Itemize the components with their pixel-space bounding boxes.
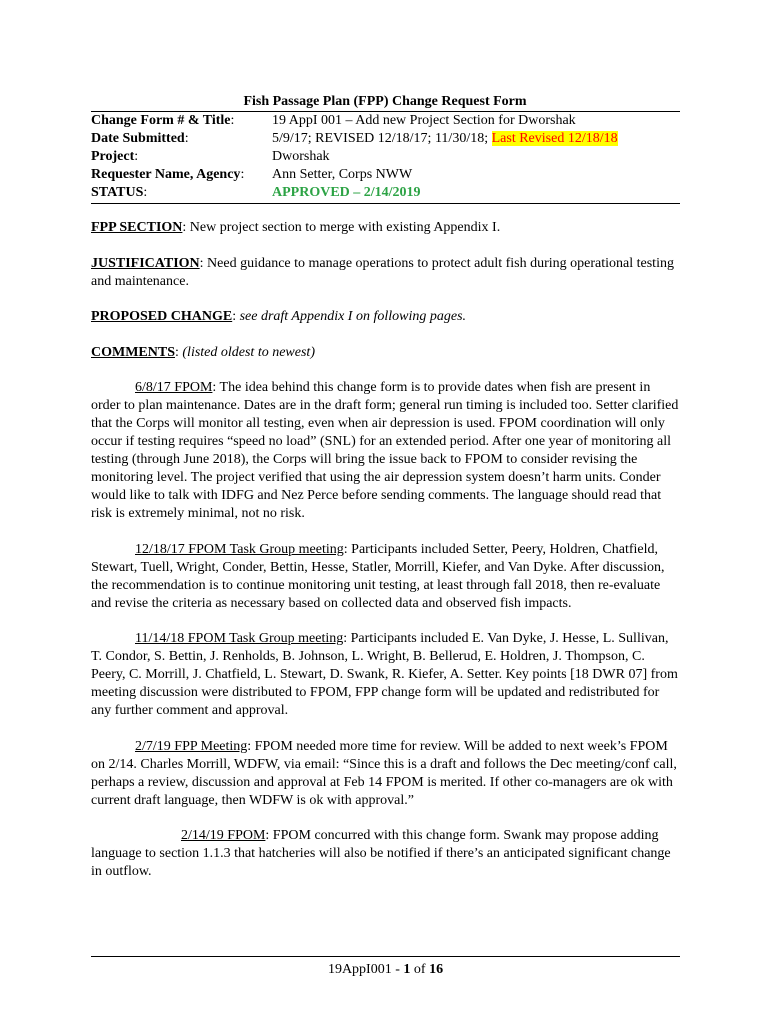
project-label: Project — [91, 149, 135, 164]
change-form-label: Change Form # & Title — [91, 113, 231, 128]
date-submitted-label: Date Submitted — [91, 131, 185, 146]
comment-text: : FPOM concurred with this change form. Swank may propose adding language to section 1.1.3 that hatcheries will also be notified if there’s an anticipated significant change in outflow. — [91, 828, 671, 879]
comment-text: : FPOM needed more time for review. Will be added to next week’s FPOM on 2/14. Charles Morrill, WDFW, via email: “Since this is a draft and follows the Dec meeting/conf call, perhaps a review, discussion and approval at Feb 14 FPOM is merited. If other co-managers are ok with current draft language, then WDFW is ok with approval.” — [91, 738, 677, 808]
fpp-section-paragraph — [91, 219, 680, 237]
change-form-value: 19 AppI 001 – Add new Project Section for Dworshak — [272, 113, 576, 128]
fpp-section-text: : New project section to merge with existing Appendix I. — [182, 220, 501, 235]
status-badge: APPROVED – 2/14/2019 — [272, 185, 421, 200]
comment-item — [91, 827, 680, 881]
form-title: Fish Passage Plan (FPP) Change Request Form — [243, 94, 527, 109]
comment-text: : The idea behind this change form is to provide dates when fish are present in order to plan maintenance. Dates are in the draft form; general run timing is included too. Setter clarified that the Corps will monitor all testing, even when air depression is used. FPOM coordination will only occur if testing requires “speed no load” (SNL) for an extended period. After one year of monitoring all testing (through June 2018), the Corps will bring the issue back to FPOM to consider revising the monitoring level. The project verified that using the air depression system doesn’t harm units. Conder would like to talk with IDFG and Nez Perce before sending comments. The language should read that risk is extremely minimal, not no risk. — [91, 380, 679, 521]
footer-doc-id: 19AppI001 — [327, 962, 392, 977]
page-footer: 19AppI001 - 1 of 16 — [327, 962, 444, 977]
comments-heading: COMMENTS — [91, 344, 175, 360]
requester-row: Requester Name, Agency: Ann Setter, Corps NWW — [91, 166, 680, 184]
metadata-rule — [91, 203, 680, 204]
justification-text: : Need guidance to manage operations to protect adult fish during operational testing and maintenance. — [91, 255, 674, 289]
footer-page-total: 16 — [429, 962, 444, 977]
status-row: STATUS: APPROVED – 2/14/2019 — [91, 184, 680, 202]
comment-text: : Participants included E. Van Dyke, J. Hesse, L. Sullivan, T. Condor, S. Bettin, J. Renholds, B. Johnson, L. Wright, B. Bellerud, E. Holdren, J. Thompson, C. Peery, C. Morrill, J. Chatfield, L. Stewart, D. Swank, R. Kiefer, A. Setter. Key points [18 DWR 07] from meeting discussion were distributed to FPOM, FPP change form will be updated and redistributed for any further comment and approval. — [91, 631, 678, 718]
date-submitted-value: 5/9/17; REVISED 12/18/17; 11/30/18; — [272, 131, 492, 146]
comment-heading: 12/18/17 FPOM Task Group meeting — [135, 541, 344, 557]
proposed-change-text: see draft Appendix I on following pages. — [239, 309, 467, 324]
date-submitted-row: Date Submitted: 5/9/17; REVISED 12/18/17; 11/30/18; Last Revised 12/18/18 — [91, 131, 618, 146]
comments-paragraph: COMMENTS: (listed oldest to newest) — [91, 344, 315, 360]
justification-heading: JUSTIFICATION — [91, 255, 200, 271]
comment-item — [91, 630, 680, 720]
footer-page-number: 1 — [403, 962, 411, 977]
comment-heading: 2/7/19 FPP Meeting — [135, 738, 248, 754]
form-metadata — [91, 112, 680, 202]
comment-item — [91, 379, 680, 523]
comment-heading: 2/14/19 FPOM — [181, 828, 266, 843]
document-body — [91, 219, 680, 899]
justification-paragraph — [91, 255, 680, 291]
comment-heading: 6/8/17 FPOM — [135, 380, 213, 395]
comment-text: : Participants included Setter, Peery, Holdren, Chatfield, Stewart, Tuell, Wright, Conder, Bettin, Hesse, Statler, Morrill, Kiefer, and Van Dyke. After discussion, the recommendation is to continue monitoring unit testing, at least through fall 2018, then re-evaluate and revise the criteria as necessary based on collected data and observed fish impacts. — [91, 541, 665, 611]
comment-item — [91, 541, 680, 613]
project-value: Dworshak — [272, 149, 330, 164]
comment-heading: 11/14/18 FPOM Task Group meeting — [135, 631, 344, 646]
project-row: Project: Dworshak — [91, 148, 680, 166]
requester-value: Ann Setter, Corps NWW — [272, 167, 413, 182]
fpp-section-heading: FPP SECTION — [91, 220, 183, 235]
change-form-row: Change Form # & Title: 19 AppI 001 – Add new Project Section for Dworshak — [91, 112, 680, 130]
requester-label: Requester Name, Agency — [91, 167, 241, 182]
proposed-change-paragraph: PROPOSED CHANGE: see draft Appendix I on following pages. — [91, 309, 467, 324]
status-label: STATUS — [91, 185, 144, 200]
comments-note: (listed oldest to newest) — [182, 344, 315, 360]
comment-item — [91, 738, 680, 810]
footer-rule — [91, 956, 680, 957]
last-revised-highlight: Last Revised 12/18/18 — [491, 131, 618, 146]
proposed-change-heading: PROPOSED CHANGE — [91, 309, 233, 324]
